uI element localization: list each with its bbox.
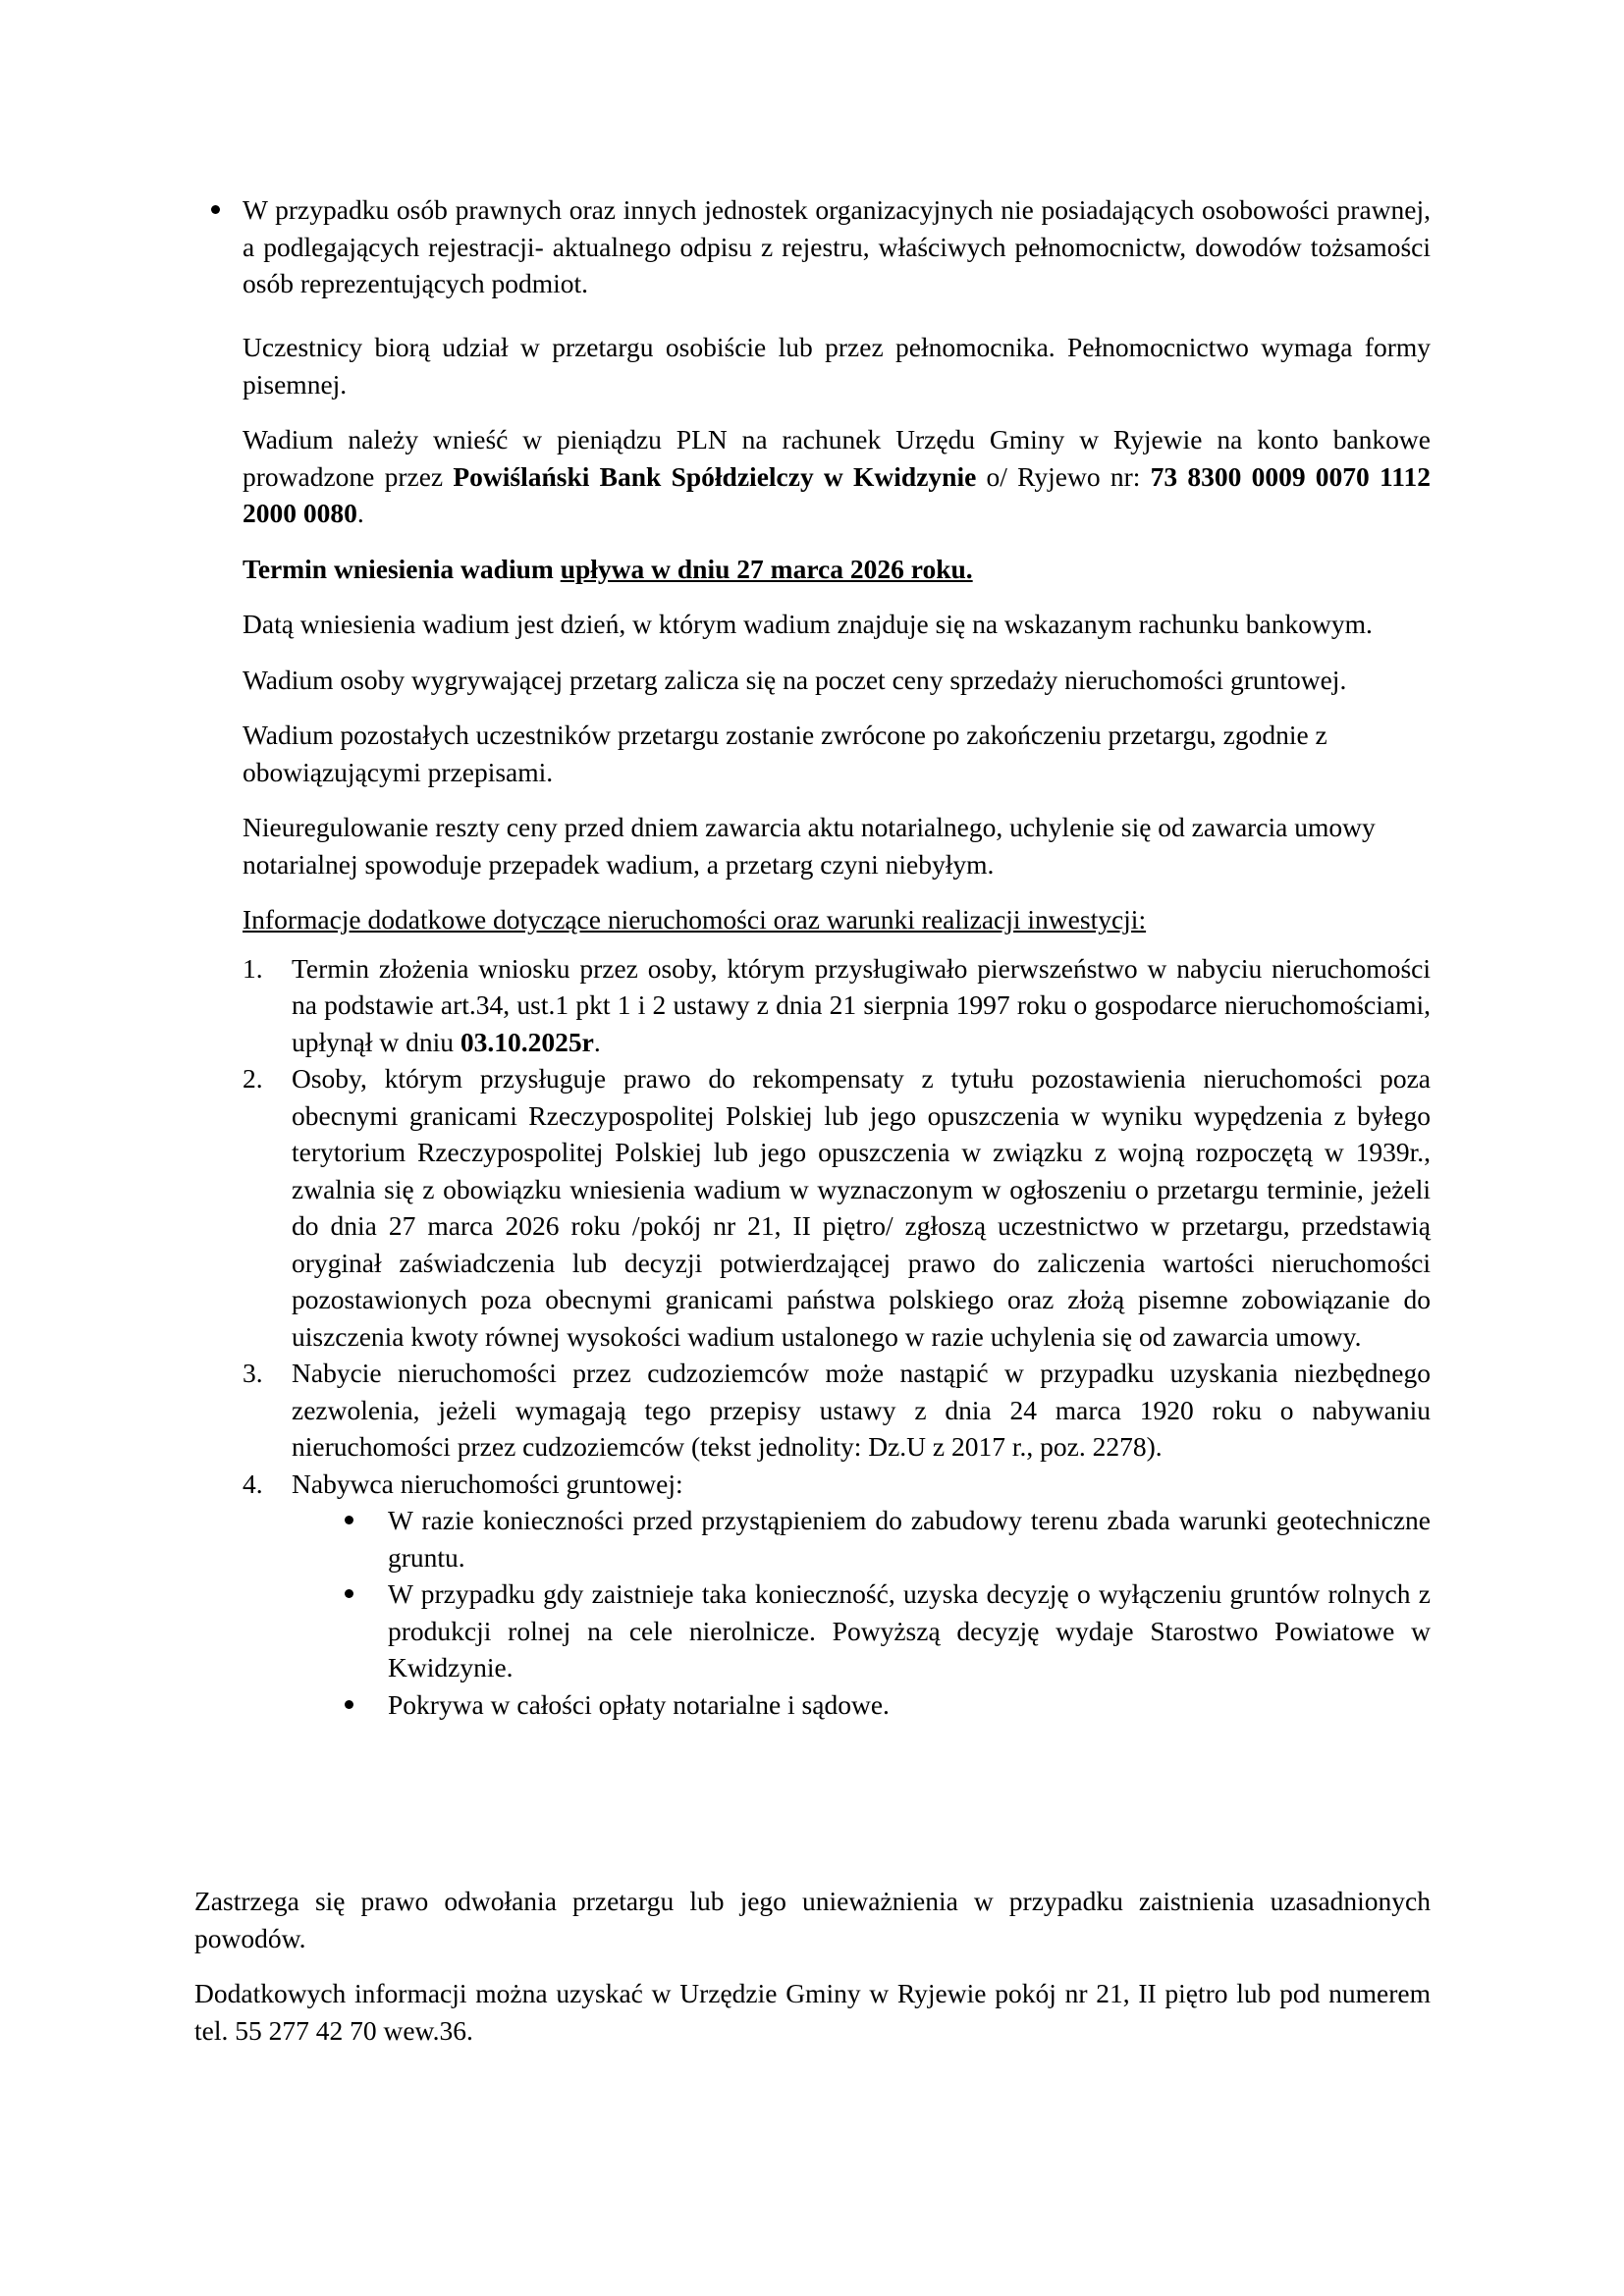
bullet-item-legal-entities (243, 191, 1431, 302)
list-item (243, 950, 1431, 1061)
sub-list-item (388, 1502, 1431, 1575)
document-body (243, 329, 1431, 1723)
list-item-text: Termin złożenia wniosku przez osoby, którym przysługiwało pierwszeństwo w nabyciu nieruchomości na podstawie art.34, ust.1 pkt 1 i 2 ustawy z dnia 21 sierpnia 1997 roku o gospodarce nieruchomościami, upłynął w dniu (292, 952, 1431, 1057)
deadline-date: upływa w dniu 27 marca 2026 roku. (560, 553, 973, 584)
paragraph-contact: Dodatkowych informacji można uzyskać w Urzędzie Gminy w Ryjewie pokój nr 21, II piętro lub pod numerem tel. 55 277 42 70 wew.36. (194, 1978, 1431, 2046)
paragraph-forfeit: Nieuregulowanie reszty ceny przed dniem zawarcia aktu notarialnego, uchylenie się od zawarcia umowy notarialnej spowoduje przepadek wadium, a przetarg czyni niebyłym. (243, 812, 1376, 880)
paragraph-wadium-bank (243, 421, 1431, 532)
wadium-bank-text: Wadium należy wnieść w pieniądzu PLN na rachunek Urzędu Gminy w Ryjewie na konto bankowe prowadzone przez (243, 424, 1431, 492)
sub-list-item-text: W razie konieczności przed przystąpieniem do zabudowy terenu zbada warunki geotechniczne gruntu. (388, 1505, 1431, 1573)
wadium-bank-end: . (356, 498, 364, 528)
bullet-icon (345, 1700, 353, 1709)
info-list (243, 950, 1431, 1724)
account-number: 73 8300 0009 0070 1112 2000 0080 (243, 460, 1431, 528)
info-heading: Informacje dodatkowe dotyczące nieruchomości oraz warunki realizacji inwestycji: (243, 904, 1147, 934)
document-footer (194, 1883, 1431, 2067)
bank-name: Powiślański Bank Spółdzielczy w Kwidzynie (453, 460, 977, 492)
paragraph-deadline (243, 551, 1431, 588)
bullet-icon (345, 1516, 353, 1524)
bullet-icon (211, 205, 220, 214)
list-number: 3. (243, 1358, 263, 1388)
list-item-text: Nabycie nieruchomości przez cudzoziemców może nastąpić w przypadku uzyskania niezbędnego zezwolenia, jeżeli wymagają tego przepisy ustawy z dnia 24 marca 1920 roku o nabywaniu nieruchomości przez cudzoziemców (tekst jednolity: Dz.U z 2017 r., poz. 2278). (292, 1358, 1431, 1462)
list-item-text: Osoby, którym przysługuje prawo do rekompensaty z tytułu pozostawienia nieruchomości poza obecnymi granicami Rzeczypospolitej Polskiej lub jego opuszczenia w wyniku wypędzenia z byłego terytorium Rzeczypospolitej Polskiej lub jego opuszczenia w związku z wojną rozpoczętą w 1939r., zwalnia się z obowiązku wniesienia wadium w wyznaczonym w ogłoszeniu o przetargu terminie, jeżeli do dnia 27 marca 2026 roku /pokój nr 21, II piętro/ zgłoszą uczestnictwo w przetargu, przedstawią oryginał zaświadczenia lub decyzji potwierdzającej prawo do zaliczenia wartości nieruchomości pozostawionych poza obecnymi granicami państwa polskiego oraz złożą pisemne zobowiązanie do uiszczenia kwoty równej wysokości wadium ustalonego w razie uchylenia się od zawarcia umowy. (292, 1063, 1431, 1352)
list-item-end: . (593, 1026, 601, 1057)
list-number: 1. (243, 952, 263, 984)
wadium-bank-text-2: o/ Ryjewo nr: (976, 460, 1151, 492)
paragraph-other-wadium: Wadium pozostałych uczestników przetargu zostanie zwrócone po zakończeniu przetargu, zgodnie z obowiązującymi przepisami. (243, 720, 1327, 787)
paragraph-winner-wadium: Wadium osoby wygrywającej przetarg zalicza się na poczet ceny sprzedaży nieruchomości gruntowej. (243, 664, 1347, 695)
paragraph-date-payment: Datą wniesienia wadium jest dzień, w którym wadium znajduje się na wskazanym rachunku bankowym. (243, 609, 1373, 639)
list-number: 2. (243, 1063, 263, 1094)
sub-list-item-text: W przypadku gdy zaistnieje taka konieczność, uzyska decyzję o wyłączeniu gruntów rolnych z produkcji rolnej na cele nierolnicze. Powyższą decyzję wydaje Starostwo Powiatowe w Kwidzynie. (388, 1578, 1431, 1682)
list-item (243, 1466, 1431, 1724)
deadline-label: Termin wniesienia wadium (243, 553, 561, 584)
sub-list-item (388, 1575, 1431, 1686)
bullet-text: W przypadku osób prawnych oraz innych jednostek organizacyjnych nie posiadających osobowości prawnej, a podlegających rejestracji- aktualnego odpisu z rejestru, właściwych pełnomocnictw, dowodów tożsamości osób reprezentujących podmiot. (243, 194, 1431, 298)
list-item (243, 1355, 1431, 1466)
deadline-date-bold: 03.10.2025r (460, 1026, 594, 1057)
sub-list-item (388, 1686, 1431, 1724)
list-item-text: Nabywca nieruchomości gruntowej: (292, 1468, 683, 1499)
bullet-icon (345, 1589, 353, 1598)
list-item (243, 1060, 1431, 1355)
paragraph-reservation: Zastrzega się prawo odwołania przetargu lub jego unieważnienia w przypadku zaistnienia uzasadnionych powodów. (194, 1886, 1431, 1953)
paragraph-participants: Uczestnicy biorą udział w przetargu osobiście lub przez pełnomocnika. Pełnomocnictwo wymaga formy pisemnej. (243, 332, 1431, 400)
sub-list (292, 1502, 1431, 1723)
sub-list-item-text: Pokrywa w całości opłaty notarialne i sądowe. (388, 1688, 890, 1720)
list-number: 4. (243, 1468, 263, 1499)
